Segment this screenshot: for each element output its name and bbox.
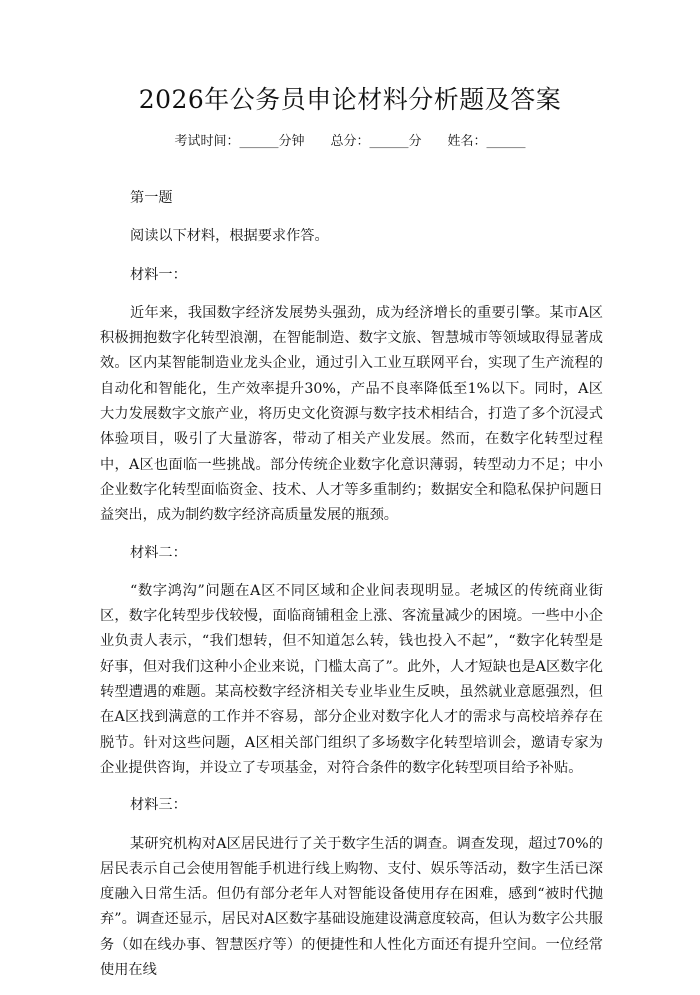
instruction-text: 阅读以下材料，根据要求作答。	[130, 228, 329, 245]
exam-info-line: 考试时间：______分钟 总分：______分 姓名：______	[174, 134, 526, 149]
material2-paragraph: “数字鸿沟”问题在A区不同区域和企业间表现明显。老城区的传统商业街区，数字化转型步伐较慢，面临商铺租金上涨、客流量减少的困境。一些中小企业负责人表示，“我们想转，但不知道怎么转，钱也投入不起”，“数字化转型是好事，但对我们这种小企业来说，门槛太高了”。此外，人才短缺也是A区数字化转型遭遇的难题。某高校数字经济相关专业毕业生反映，虽然就业意愿强烈，但在A区找到满意的工作并不容易，部分企业对数字化人才的需求与高校培养存在脱节。针对这些问题，A区相关部门组织了多场数字化转型培训会，邀请专家为企业提供咨询，并设立了专项基金，对符合条件的数字化转型项目给予补贴。	[100, 582, 603, 776]
question-heading: 第一题	[130, 190, 173, 206]
document-body	[100, 186, 603, 995]
page-title: 2026年公务员申论材料分析题及答案	[138, 85, 562, 114]
material3-paragraph: 某研究机构对A区居民进行了关于数字生活的调查。调查发现，超过70%的居民表示自己会使用智能手机进行线上购物、支付、娱乐等活动，数字生活已深度融入日常生活。但仍有部分老年人对智能设备使用存在困难，感到“被时代抛弃”。调查还显示，居民对A区数字基础设施建设满意度较高，但认为数字公共服务（如在线办事、智慧医疗等）的便捷性和人性化方面还有提升空间。一位经常使用在线	[100, 835, 603, 979]
material1-paragraph: 近年来，我国数字经济发展势头强劲，成为经济增长的重要引擎。某市A区积极拥抱数字化转型浪潮，在智能制造、数字文旅、智慧城市等领域取得显著成效。区内某智能制造业龙头企业，通过引入工业互联网平台，实现了生产流程的自动化和智能化，生产效率提升30%，产品不良率降低至1%以下。同时，A区大力发展数字文旅产业，将历史文化资源与数字技术相结合，打造了多个沉浸式体验项目，吸引了大量游客，带动了相关产业发展。然而，在数字化转型过程中，A区也面临一些挑战。部分传统企业数字化意识薄弱，转型动力不足；中小企业数字化转型面临资金、技术、人才等多重制约；数据安全和隐私保护问题日益突出，成为制约数字经济高质量发展的瓶颈。	[100, 304, 603, 524]
material1-heading: 材料一：	[130, 266, 187, 283]
material3-heading: 材料三：	[130, 797, 187, 814]
material2-heading: 材料二：	[130, 544, 187, 561]
